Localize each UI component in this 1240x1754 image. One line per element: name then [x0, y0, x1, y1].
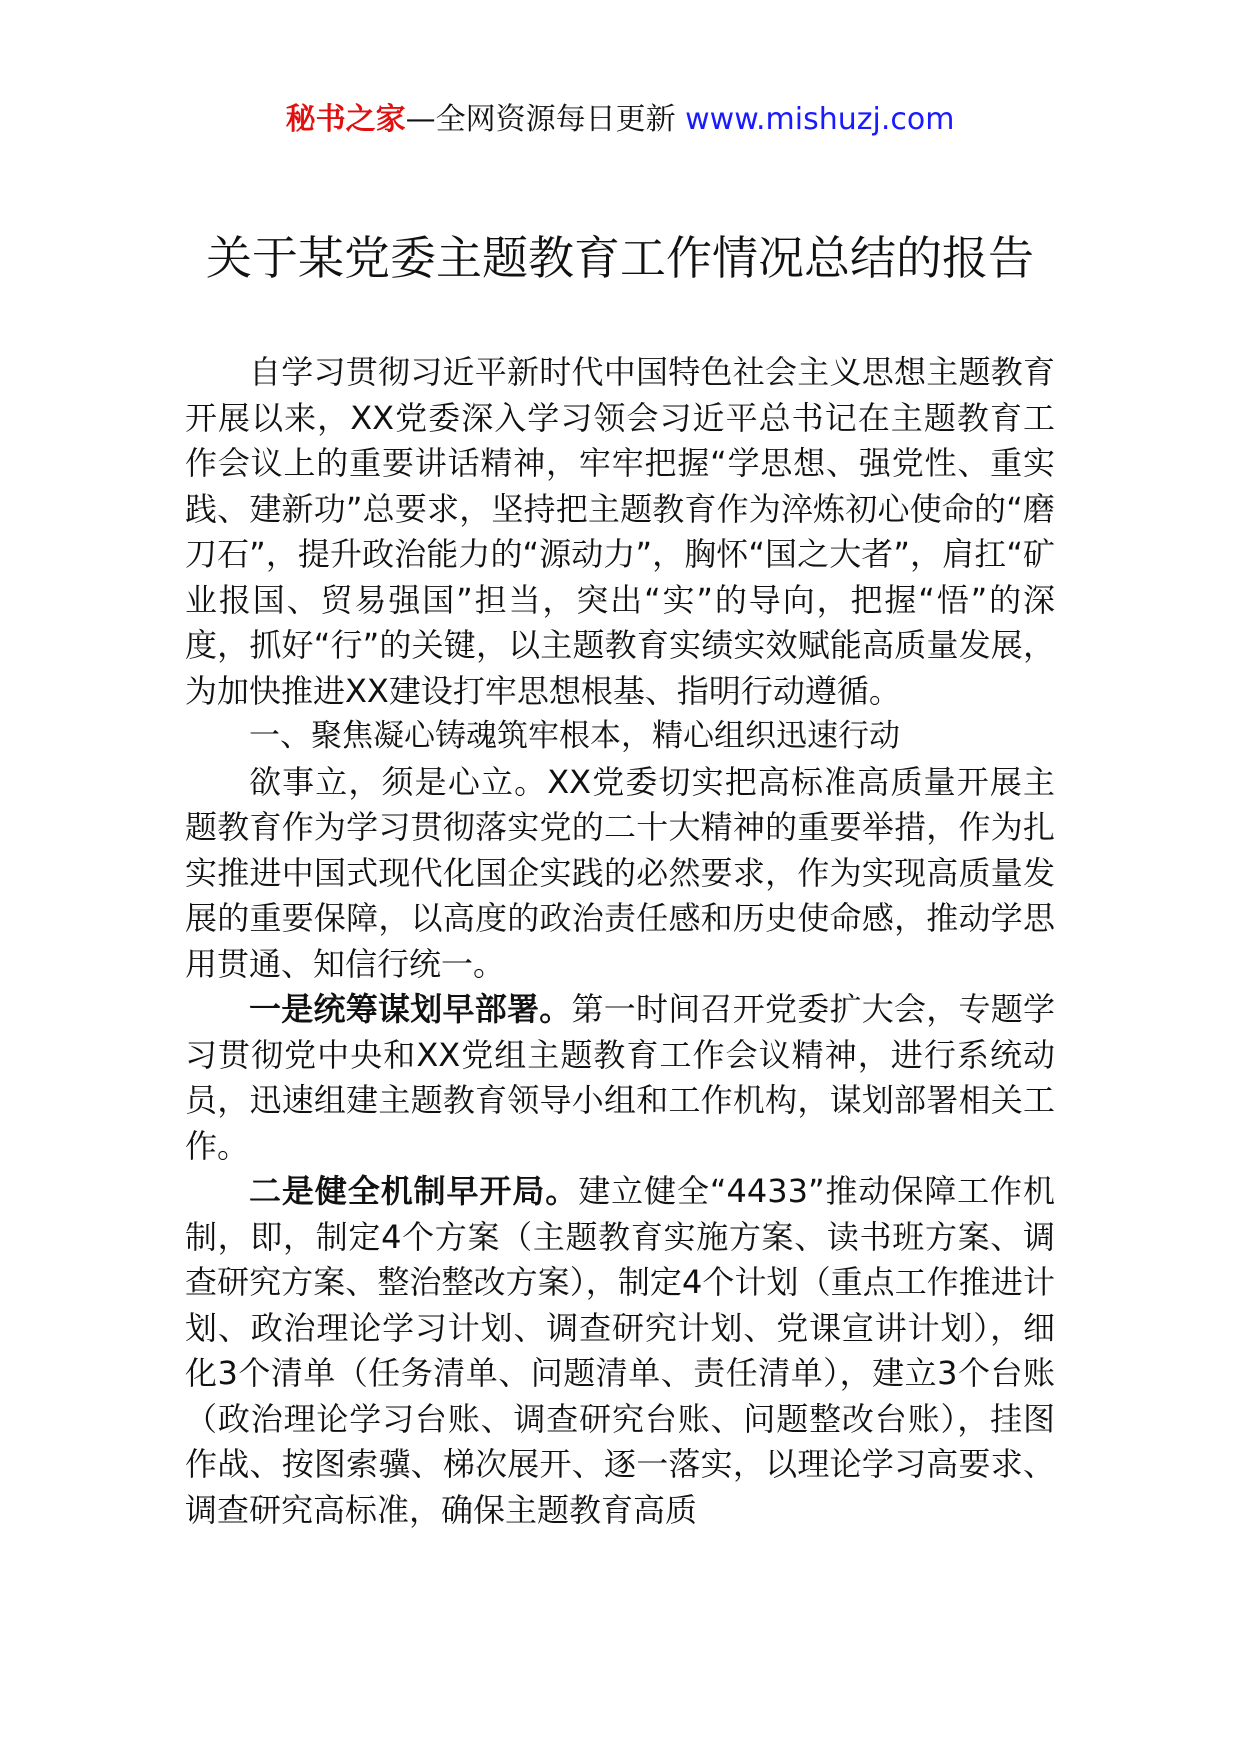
intro-paragraph — [185, 350, 1055, 714]
paragraph-text: 第一时间召开党委扩大会，专题学习贯彻党中央和XX党组主题教育工作会议精神，进行系统动员，迅速组建主题教育领导小组和工作机构，谋划部署相关工作。 — [185, 990, 1055, 1165]
paragraph-lead: 二是健全机制早开局。 — [249, 1172, 579, 1210]
paragraph-text: 欲事立，须是心立。XX党委切实把高标准高质量开展主题教育作为学习贯彻落实党的二十大精神的重要举措，作为扎实推进中国式现代化国企实践的必然要求，作为实现高质量发展的重要保障，以高度的政治责任感和历史使命感，推动学思用贯通、知信行统一。 — [185, 762, 1055, 983]
body-paragraph — [185, 1169, 1055, 1533]
paragraph-text: 建立健全“4433”推动保障工作机制，即，制定4个方案（主题教育实施方案、读书班方案、调查研究方案、整治整改方案），制定4个计划（重点工作推进计划、政治理论学习计划、调查研究计划、党课宣讲计划），细化3个清单（任务清单、问题清单、责任清单），建立3个台账（政治理论学习台账、调查研究台账、问题整改台账），挂图作战、按图索骥、梯次展开、逐一落实，以理论学习高要求、调查研究高标准，确保主题教育高质 — [185, 1172, 1055, 1529]
site-header — [0, 100, 1240, 140]
body-paragraph — [185, 987, 1055, 1169]
paragraph-lead: 一是统筹谋划早部署。 — [249, 990, 572, 1028]
site-brand: 秘书之家 — [285, 102, 406, 137]
document-title: 关于某党委主题教育工作情况总结的报告 — [206, 231, 1034, 285]
paragraph-text: 自学习贯彻习近平新时代中国特色社会主义思想主题教育开展以来，XX党委深入学习领会习近平总书记在主题教育工作会议上的重要讲话精神，牢牢把握“学思想、强党性、重实践、建新功”总要求，坚持把主题教育作为淬炼初心使命的“磨刀石”，提升政治能力的“源动力”，胸怀“国之大者”，肩扛“矿业报国、贸易强国”担当，突出“实”的导向，把握“悟”的深度，抓好“行”的关键，以主题教育实绩实效赋能高质量发展，为加快推进XX建设打牢思想根基、指明行动遵循。 — [185, 353, 1055, 710]
site-tagline: —全网资源每日更新 — [405, 102, 676, 137]
body-paragraph — [185, 760, 1055, 988]
site-url-link[interactable]: www.mishuzj.com — [685, 102, 955, 137]
section-heading-text: 一、聚焦凝心铸魂筑牢根本，精心组织迅速行动 — [249, 718, 900, 754]
section-heading — [185, 714, 1055, 760]
document-body — [185, 350, 1055, 1533]
